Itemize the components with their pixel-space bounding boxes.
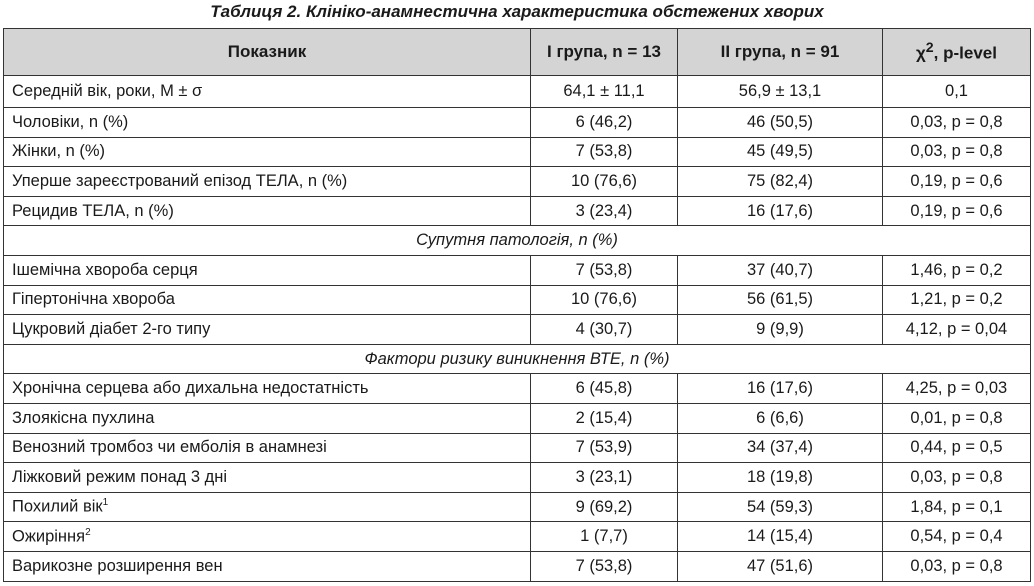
stat-value-text: 4,12, p = 0,04: [905, 319, 1008, 338]
group1-value: [531, 551, 678, 581]
section-risk-title: Фактори ризику виникнення ВТЕ, n (%): [4, 344, 1031, 374]
section-comorbid: [4, 226, 1031, 256]
header-stat-sup: 2: [925, 40, 934, 57]
stat-value: [883, 492, 1031, 522]
group2-value-text: 16 (17,6): [746, 379, 814, 398]
row-label: [4, 255, 531, 285]
group1-value-text: 7 (53,8): [575, 260, 633, 279]
group2-value: [678, 76, 883, 108]
stat-value-text: 0,1: [945, 82, 968, 100]
stat-value: [883, 285, 1031, 315]
stat-value: [883, 76, 1031, 108]
group1-value-text: 64,1 ± 11,1: [563, 82, 645, 100]
table-row: [4, 167, 1031, 197]
stat-value: [883, 167, 1031, 197]
group1-value: [531, 108, 678, 138]
row-label-text: Венозний тромбоз чи емболія в анамнезі: [12, 438, 327, 457]
stat-value: [883, 108, 1031, 138]
stat-value: [883, 374, 1031, 404]
table-row: [4, 108, 1031, 138]
row-label-text: Гіпертонічна хвороба: [12, 290, 175, 309]
table-row: [4, 551, 1031, 581]
row-label: [4, 463, 531, 493]
table-row: [4, 255, 1031, 285]
group2-value-text: 37 (40,7): [746, 260, 814, 279]
group1-value-text: 2 (15,4): [575, 408, 633, 427]
row-label: [4, 108, 531, 138]
row-label-text: Ожиріння: [12, 527, 86, 546]
group1-value-text: 10 (76,6): [570, 171, 638, 190]
table-row: [4, 463, 1031, 493]
row-label-text: Ішемічна хвороба серця: [12, 260, 198, 279]
row-label-text: Чоловіки, n (%): [12, 112, 129, 131]
row-label-text: Хронічна серцева або дихальна недостатність: [12, 379, 369, 398]
group2-value: [678, 463, 883, 493]
row-label: [4, 551, 531, 581]
group1-value-text: 1 (7,7): [580, 527, 628, 546]
group2-value-text: 56 (61,5): [746, 290, 814, 309]
row-label: [4, 403, 531, 433]
row-label: [4, 76, 531, 108]
row-label-text: Уперше зареєстрований епізод ТЕЛА, n (%): [12, 171, 348, 190]
header-indicator: Показник: [4, 29, 531, 76]
row-label: [4, 492, 531, 522]
stat-value: [883, 196, 1031, 226]
table-row: [4, 522, 1031, 552]
header-group2: II група, n = 91: [678, 29, 883, 76]
row-label-text: Середній вік, роки, M ± σ: [12, 82, 203, 100]
header-stat-suffix: , p-level: [933, 43, 997, 63]
group1-value: [531, 137, 678, 167]
table-row: [4, 433, 1031, 463]
group2-value-text: 56,9 ± 13,1: [738, 82, 822, 100]
table-caption: Таблиця 2. Клініко-анамнестична характеристика обстежених хворих: [210, 2, 824, 21]
table-row: [4, 137, 1031, 167]
group2-value: [678, 492, 883, 522]
group2-value-text: 46 (50,5): [746, 112, 814, 131]
group2-value: [678, 137, 883, 167]
section-comorbid-title: Супутня патологія, n (%): [4, 226, 1031, 256]
stat-value: [883, 522, 1031, 552]
group1-value: [531, 433, 678, 463]
stat-value-text: 0,03, p = 0,8: [910, 467, 1003, 486]
row-label-text: Похилий вік: [12, 497, 103, 516]
group2-value: [678, 315, 883, 345]
group2-value: [678, 403, 883, 433]
row-label: [4, 374, 531, 404]
group1-value: [531, 463, 678, 493]
group2-value-text: 9 (9,9): [756, 319, 804, 338]
row-label: [4, 167, 531, 197]
group2-value: [678, 433, 883, 463]
group1-value: [531, 403, 678, 433]
stat-value-text: 0,19, p = 0,6: [910, 201, 1003, 220]
group2-value-text: 47 (51,6): [746, 556, 814, 575]
row-label: [4, 522, 531, 552]
group2-value: [678, 167, 883, 197]
group1-value: [531, 315, 678, 345]
table-row: [4, 403, 1031, 433]
group1-value: [531, 167, 678, 197]
stat-value-text: 0,19, p = 0,6: [910, 171, 1003, 190]
stat-value: [883, 433, 1031, 463]
stat-value: [883, 463, 1031, 493]
row-label-text: Цукровий діабет 2-го типу: [12, 319, 211, 338]
row-label-text: Варикозне розширення вен: [12, 556, 223, 575]
row-label: [4, 315, 531, 345]
group1-value-text: 3 (23,4): [575, 201, 633, 220]
group2-value-text: 34 (37,4): [746, 438, 814, 457]
group2-value: [678, 551, 883, 581]
group2-value: [678, 108, 883, 138]
stat-value-text: 4,25, p = 0,03: [905, 379, 1008, 398]
row-label: [4, 285, 531, 315]
table-row: [4, 315, 1031, 345]
row-label: [4, 433, 531, 463]
stat-value: [883, 255, 1031, 285]
header-stat-prefix: χ: [916, 43, 926, 63]
group2-value-text: 54 (59,3): [746, 497, 814, 516]
table-row: [4, 285, 1031, 315]
group1-value-text: 10 (76,6): [570, 290, 638, 309]
group2-value-text: 14 (15,4): [746, 527, 814, 546]
stat-value-text: 0,03, p = 0,8: [910, 112, 1003, 131]
stat-value-text: 1,84, p = 0,1: [910, 497, 1003, 516]
group2-value-text: 6 (6,6): [756, 408, 804, 427]
table-row: [4, 374, 1031, 404]
group2-value: [678, 374, 883, 404]
stat-value-text: 0,01, p = 0,8: [910, 408, 1003, 427]
group2-value-text: 18 (19,8): [746, 467, 814, 486]
group1-value: [531, 285, 678, 315]
group1-value: [531, 76, 678, 108]
group1-value-text: 6 (45,8): [575, 379, 633, 398]
group2-value: [678, 522, 883, 552]
row-label-text: Ліжковий режим понад 3 дні: [12, 467, 228, 486]
stat-value-text: 1,21, p = 0,2: [910, 290, 1003, 309]
row-label: [4, 137, 531, 167]
stat-value-text: 0,54, p = 0,4: [910, 527, 1003, 546]
section-risk: [4, 344, 1031, 374]
header-stat: [883, 29, 1031, 76]
group1-value: [531, 255, 678, 285]
table-row: [4, 492, 1031, 522]
group1-value-text: 7 (53,8): [575, 556, 633, 575]
row-label-text: Рецидив ТЕЛА, n (%): [12, 201, 174, 220]
stat-value: [883, 137, 1031, 167]
header-row: [4, 29, 1031, 76]
group2-value: [678, 196, 883, 226]
group2-value-text: 16 (17,6): [746, 201, 814, 220]
group1-value-text: 3 (23,1): [575, 467, 633, 486]
group2-value: [678, 255, 883, 285]
patient-characteristics-table: [3, 28, 1031, 582]
stat-value: [883, 403, 1031, 433]
group1-value: [531, 522, 678, 552]
group1-value: [531, 492, 678, 522]
group1-value-text: 6 (46,2): [575, 112, 633, 131]
stat-value: [883, 315, 1031, 345]
group1-value: [531, 374, 678, 404]
table-body: [4, 76, 1031, 582]
row-label-text: Злоякісна пухлина: [12, 408, 155, 427]
group1-value: [531, 196, 678, 226]
table-row: [4, 196, 1031, 226]
stat-value-text: 0,44, p = 0,5: [910, 438, 1003, 457]
stat-value: [883, 551, 1031, 581]
group1-value-text: 7 (53,9): [575, 438, 633, 457]
group2-value-text: 45 (49,5): [746, 142, 814, 161]
stat-value-text: 0,03, p = 0,8: [910, 142, 1003, 161]
stat-value-text: 1,46, p = 0,2: [910, 260, 1003, 279]
header-group1: I група, n = 13: [531, 29, 678, 76]
group1-value-text: 7 (53,8): [575, 142, 633, 161]
row-label: [4, 196, 531, 226]
group1-value-text: 9 (69,2): [575, 497, 633, 516]
footnote-mark: 2: [85, 526, 91, 538]
group2-value-text: 75 (82,4): [746, 171, 814, 190]
stat-value-text: 0,03, p = 0,8: [910, 556, 1003, 575]
group2-value: [678, 285, 883, 315]
row-label-text: Жінки, n (%): [12, 142, 106, 161]
group1-value-text: 4 (30,7): [575, 319, 633, 338]
footnote-mark: 1: [102, 497, 109, 509]
table-row: [4, 76, 1031, 108]
